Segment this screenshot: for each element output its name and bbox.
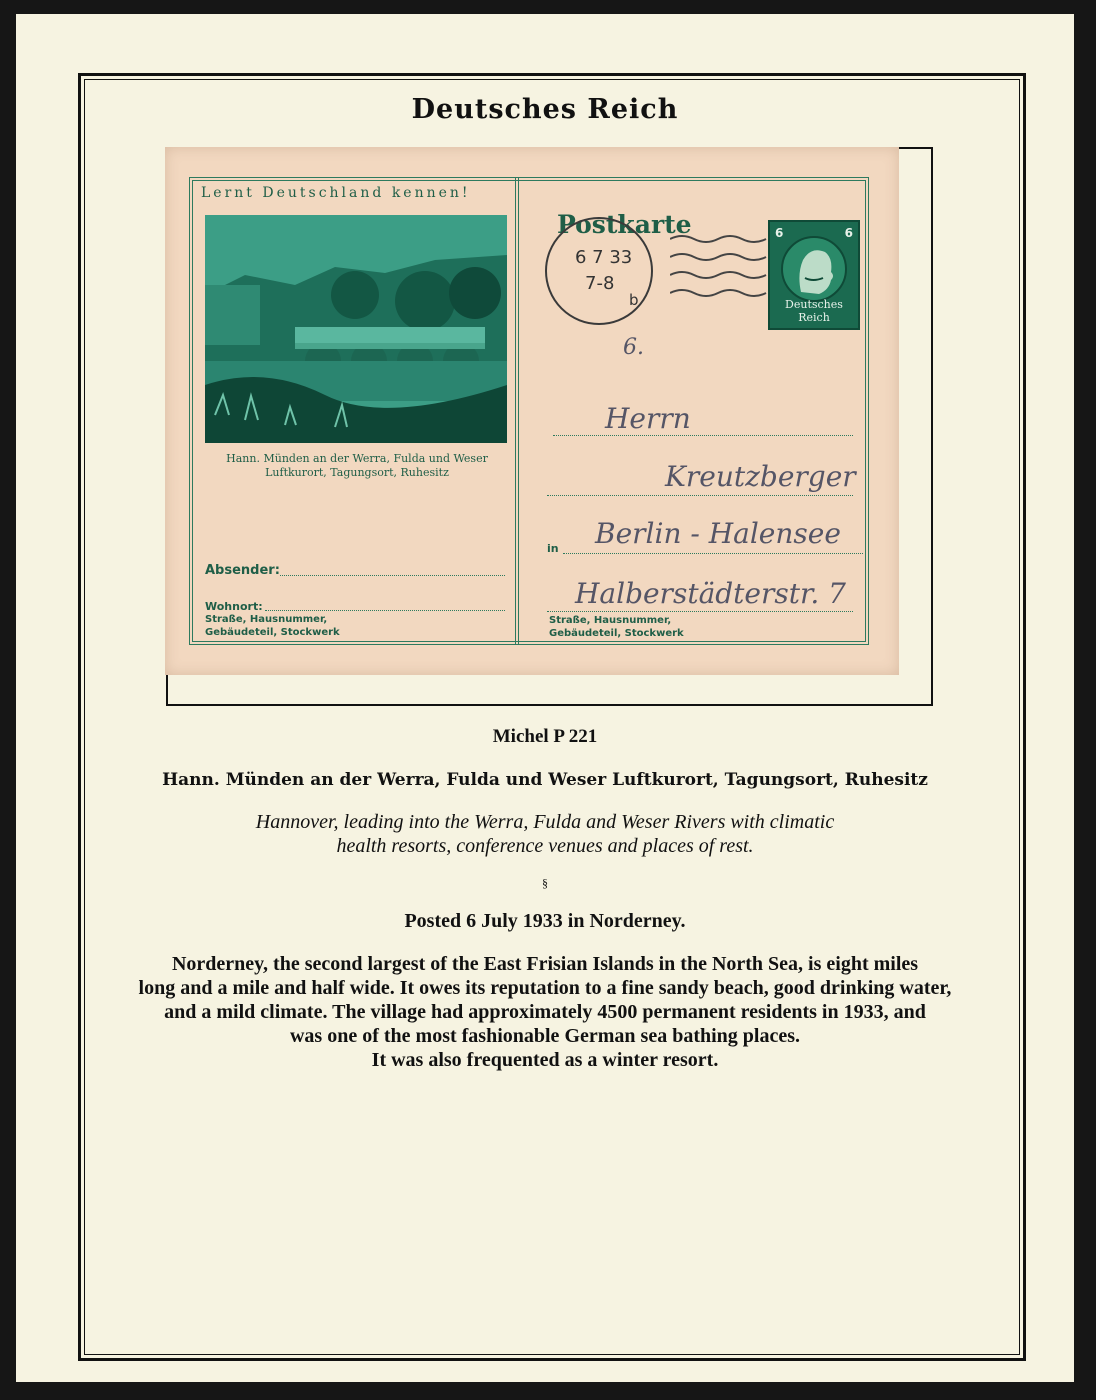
hindenburg-stamp (768, 220, 860, 330)
right-address-hint-line1: Straße, Hausnummer, (549, 615, 672, 626)
left-address-hint-line2: Gebäudeteil, Stockwerk (205, 627, 340, 638)
catalog-number: Michel P 221 (492, 726, 598, 747)
postkarte-label: Postkarte (557, 210, 692, 239)
left-address-hint (205, 613, 340, 639)
description-line: It was also frequented as a winter resort. (371, 1049, 719, 1071)
hindenburg-portrait (779, 234, 849, 304)
address-line-1 (553, 435, 853, 436)
postmark-letter: b (629, 291, 639, 309)
handwritten-street: Halberstädterstr. 7 (575, 577, 846, 610)
stamp-text: Deutsches Reich (785, 298, 843, 324)
card-slogan: Lernt Deutschland kennen! (201, 185, 471, 201)
description-line: was one of the most fashionable German sea bathing places. (289, 1025, 800, 1047)
description-line: Norderney, the second largest of the East Frisian Islands in the North Sea, is eight miles (171, 953, 919, 975)
card-caption (201, 452, 513, 480)
fraktur-caption: Hann. Münden an der Werra, Fulda und Weser Luftkurort, Tagungsort, Ruhesitz (162, 770, 928, 790)
absender-line (280, 575, 505, 576)
handwritten-recipient-title: Herrn (605, 402, 691, 435)
handwritten-recipient-name: Kreutzberger (665, 460, 856, 493)
description-line: and a mild climate. The village had approximately 4500 permanent residents in 1933, and (164, 1001, 926, 1023)
wavy-cancellation (670, 229, 770, 309)
postmark-time: 7-8 (585, 273, 615, 294)
address-line-3 (563, 553, 863, 554)
handwritten-city: Berlin - Halensee (595, 517, 841, 550)
description-line: long and a mile and half wide. It owes its reputation to a fine sandy beach, good drinking water, (138, 977, 952, 999)
translation-line1: Hannover, leading into the Werra, Fulda and Weser Rivers with climatic (255, 811, 835, 833)
posted-note: Posted 6 July 1933 in Norderney. (404, 910, 686, 932)
left-address-hint-line1: Straße, Hausnummer, (205, 614, 328, 625)
card-caption-line1: Hann. Münden an der Werra, Fulda und Weser (226, 452, 488, 465)
bridge-photo (205, 215, 507, 443)
album-page (16, 14, 1074, 1382)
translation (16, 810, 1074, 858)
bridge-illustration (205, 215, 507, 443)
absender-label: Absender: (205, 563, 280, 578)
in-label: in (547, 542, 559, 555)
stamp-value-right: 6 (844, 226, 853, 240)
translation-line2: health resorts, conference venues and places of rest. (336, 835, 754, 857)
card-caption-line2: Luftkurort, Tagungsort, Ruhesitz (265, 466, 449, 479)
stamp-value-left: 6 (775, 226, 784, 240)
right-address-hint (549, 614, 684, 640)
postmark (545, 217, 653, 325)
postal-card (165, 147, 899, 675)
description (16, 952, 1074, 1072)
card-divider (515, 177, 519, 645)
address-line-2 (547, 495, 853, 496)
postmark-date: 6 7 33 (575, 247, 633, 268)
handwritten-mark: 6. (623, 335, 644, 360)
page-heading: Deutsches Reich (411, 94, 679, 125)
address-line-4 (547, 611, 853, 612)
section-mark: § (542, 876, 548, 890)
wohnort-label: Wohnort: (205, 600, 263, 613)
wohnort-line (265, 610, 505, 611)
right-address-hint-line2: Gebäudeteil, Stockwerk (549, 628, 684, 639)
